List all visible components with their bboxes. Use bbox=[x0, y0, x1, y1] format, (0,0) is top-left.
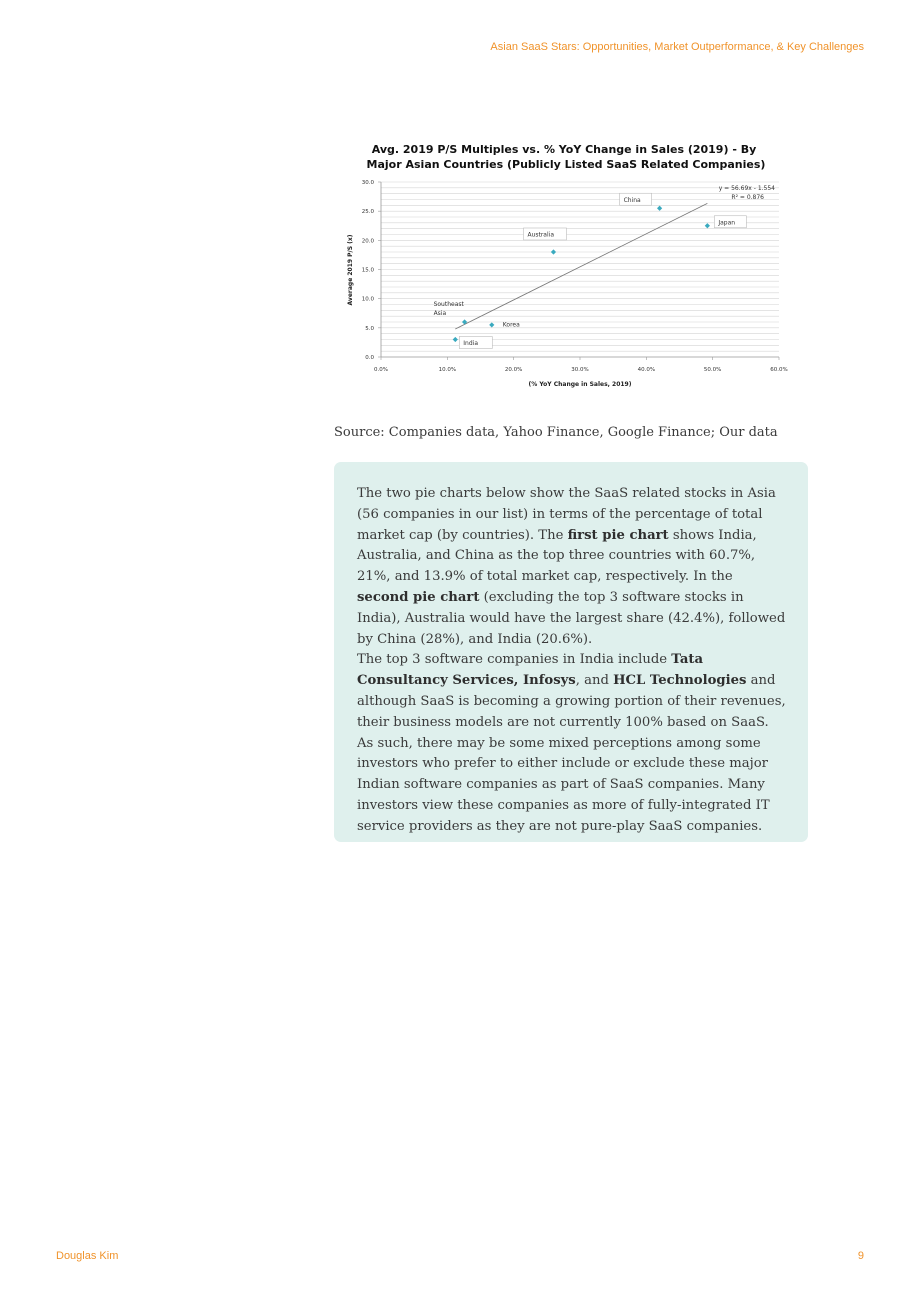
point-label: Japan bbox=[718, 219, 736, 227]
callout-text: The two pie charts below show the SaaS related stocks in Asia (56 companies in our list) in terms of the percentage of total market cap (by countries). The bbox=[357, 486, 776, 543]
y-tick-label: 20.0 bbox=[361, 238, 374, 245]
scatter-chart bbox=[334, 138, 794, 396]
callout-text: (excluding the top 3 software stocks in India), Australia would have the largest share (42.4%), followed by China (28%), and India (20.6%). bbox=[357, 589, 786, 647]
chart-title-line-2: Major Asian Countries (Publicly Listed SaaS Related Companies) bbox=[366, 158, 766, 171]
y-tick-label: 10.0 bbox=[361, 296, 374, 303]
point-label: China bbox=[623, 196, 641, 204]
chart-y-axis-label: Average 2019 P/S (x) bbox=[347, 234, 354, 306]
chart-svg bbox=[334, 138, 794, 396]
point-label: Southeast bbox=[433, 301, 464, 308]
data-point-australia bbox=[551, 249, 556, 254]
y-tick-label: 5.0 bbox=[365, 325, 374, 332]
callout-text: and although SaaS is becoming a growing portion of their revenues, their business models are not currently 100% based on SaaS. As such, there may be some mixed perceptions among some investors who prefer to either include or exclude these major Indian software companies as part of SaaS companies. Many investors view these companies as more of fully-integrated IT service providers as they are not pure-play SaaS companies. bbox=[357, 673, 786, 834]
point-label: India bbox=[463, 340, 479, 347]
callout-bold-text: HCL Technologies bbox=[613, 673, 747, 689]
data-point-korea bbox=[489, 322, 494, 327]
callout-bold-text: second pie chart bbox=[357, 589, 480, 605]
footer-author: Douglas Kim bbox=[56, 1250, 119, 1262]
running-header: Asian SaaS Stars: Opportunities, Market Outperformance, & Key Challenges bbox=[490, 41, 864, 53]
x-tick-label: 0.0% bbox=[374, 367, 388, 373]
trend-equation-label: y = 56.69x - 1.554 bbox=[718, 185, 775, 192]
chart-points bbox=[453, 206, 710, 342]
point-label: Asia bbox=[433, 310, 447, 317]
callout-text: , and bbox=[575, 673, 614, 689]
callout-text: shows India, Australia, and China as the top three countries with 60.7%, 21%, and 13.9% of total market cap, respectively. In the bbox=[357, 527, 757, 585]
y-tick-label: 15.0 bbox=[361, 267, 374, 274]
point-label: Korea bbox=[502, 321, 520, 329]
x-tick-label: 40.0% bbox=[637, 367, 656, 373]
callout-text: The top 3 software companies in India include bbox=[357, 652, 672, 668]
y-tick-label: 30.0 bbox=[361, 180, 374, 186]
callout-paragraph-1 bbox=[357, 484, 786, 650]
x-tick-label: 30.0% bbox=[571, 367, 589, 373]
data-point-japan bbox=[705, 223, 710, 228]
callout-bold-text: first pie chart bbox=[567, 527, 669, 543]
point-label: Australia bbox=[527, 231, 555, 239]
chart-title-line-1: Avg. 2019 P/S Multiples vs. % YoY Change in Sales (2019) - By bbox=[371, 143, 757, 156]
x-tick-label: 10.0% bbox=[438, 367, 457, 373]
y-tick-label: 0.0 bbox=[365, 355, 374, 361]
trend-r2-label: R² = 0.876 bbox=[731, 194, 764, 201]
x-tick-label: 60.0% bbox=[770, 367, 788, 373]
chart-ticks bbox=[362, 180, 788, 373]
callout-bold-text: Tata Consultancy Services, Infosys bbox=[357, 652, 703, 689]
callout-box bbox=[334, 462, 808, 842]
chart-point-labels bbox=[434, 193, 747, 348]
chart-x-axis-label: (% YoY Change in Sales, 2019) bbox=[528, 381, 632, 388]
callout-paragraph-2 bbox=[357, 650, 786, 837]
footer-page-number: 9 bbox=[857, 1250, 864, 1262]
x-tick-label: 20.0% bbox=[504, 367, 523, 373]
source-note: Source: Companies data, Yahoo Finance, Google Finance; Our data bbox=[334, 425, 778, 440]
y-tick-label: 25.0 bbox=[361, 209, 374, 216]
x-tick-label: 50.0% bbox=[703, 367, 722, 373]
data-point-india bbox=[453, 337, 458, 342]
data-point-china bbox=[657, 206, 662, 211]
